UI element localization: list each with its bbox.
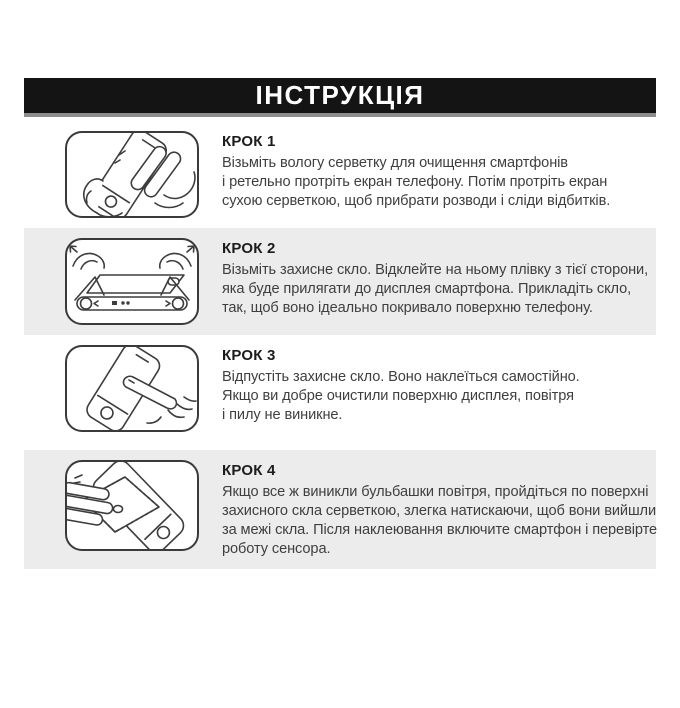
step-3-text [222, 345, 580, 425]
step-4-figure-frame [65, 460, 199, 551]
step-2-line-3: так, щоб воно ідеально покривало поверхню телефону. [222, 300, 593, 316]
page-title: ІНСТРУКЦІЯ [255, 80, 425, 110]
steps-list [24, 121, 656, 569]
step-3-line-3: і пилу не виникне. [222, 407, 343, 423]
step-4-line-1: Якщо все ж виникли бульбашки повітря, пройдіться по поверхні [222, 484, 649, 500]
step-4-row [24, 450, 656, 569]
step-1-title: КРОК 1 [222, 133, 276, 150]
step-1-figure-frame [65, 131, 199, 218]
peel-film-place-glass-icon [67, 240, 197, 323]
step-1-text [222, 131, 610, 211]
smooth-bubbles-with-cloth-icon [67, 462, 197, 549]
step-2-line-2: яка буде прилягати до дисплея смартфона. Прикладіть скло, [222, 281, 632, 297]
step-4-title: КРОК 4 [222, 462, 276, 479]
step-2-row [24, 228, 656, 335]
step-4-line-4: роботу сенсора. [222, 541, 331, 557]
step-3-row [24, 335, 656, 450]
title-banner [24, 78, 656, 117]
step-2-line-1: Візьміть захисне скло. Відклейте на ньому плівку з тієї сторони, [222, 262, 649, 278]
step-3-figure-frame [65, 345, 199, 432]
press-glass-with-finger-icon [67, 347, 197, 430]
step-2-text [222, 238, 648, 318]
step-1-line-3: сухою серветкою, щоб прибрати розводи і сліди відбитків. [222, 193, 611, 209]
step-2-figure-frame [65, 238, 199, 325]
wipe-screen-with-cloth-icon [67, 133, 197, 216]
step-4-line-3: за межі скла. Після наклеювання включите смартфон і перевірте [222, 522, 658, 538]
step-3-title: КРОК 3 [222, 347, 276, 364]
step-4-line-2: захисного скла серветкою, злегка натискаючи, щоб вони вийшли [222, 503, 657, 519]
step-1-line-1: Візьміть вологу серветку для очищення смартфонів [222, 155, 568, 171]
step-4-text [222, 460, 657, 559]
step-3-line-2: Якщо ви добре очистили поверхню дисплея, повітря [222, 388, 574, 404]
step-2-title: КРОК 2 [222, 240, 276, 257]
step-1-line-2: і ретельно протріть екран телефону. Потім протріть екран [222, 174, 608, 190]
step-3-line-1: Відпустіть захисне скло. Воно наклеїться самостійно. [222, 369, 580, 385]
step-1-row [24, 121, 656, 228]
